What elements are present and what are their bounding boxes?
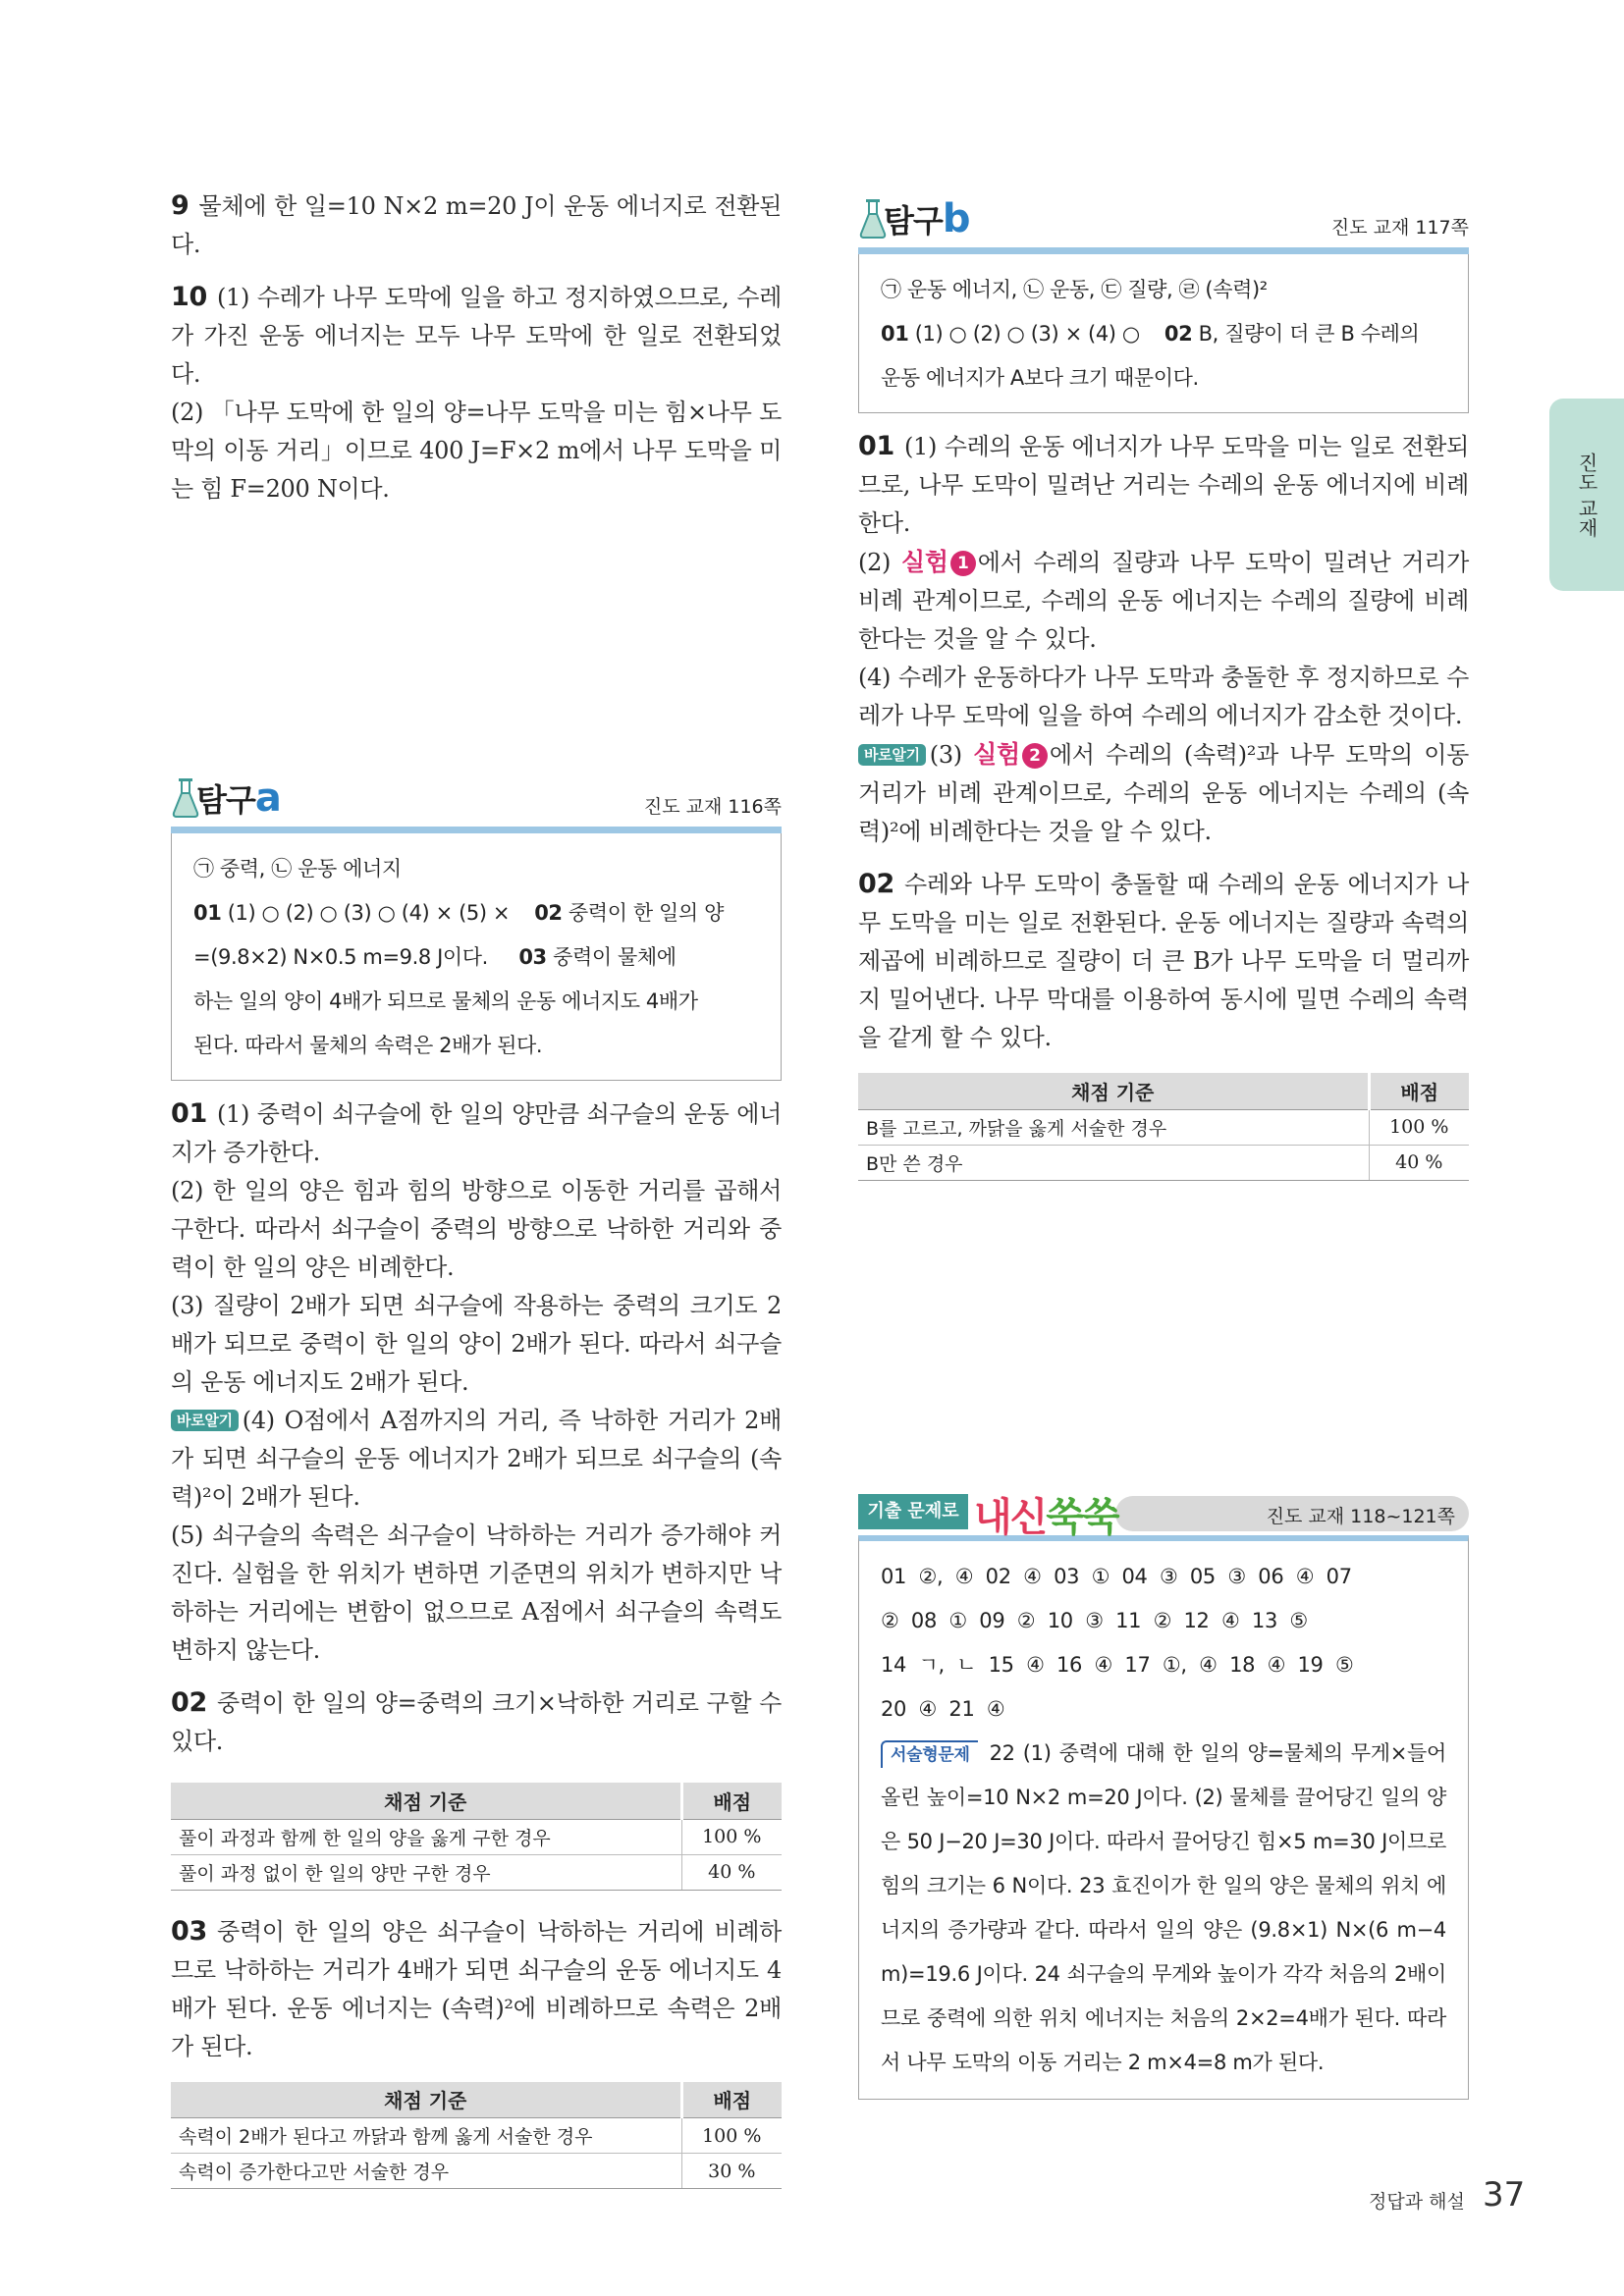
essay-tag: 서술형문제 [881,1740,978,1768]
barogi-badge: 바로알기 [858,744,926,766]
experiment-1-marker: 1 [950,551,976,576]
naesin-header [858,1484,1469,1540]
experiment-2-marker: 2 [1022,743,1048,769]
page-number: 37 [1483,2175,1526,2215]
answer-9: 9 물체에 한 일=10 N×2 m=20 J이 운동 에너지로 전환된다. [171,190,782,258]
explore-b-box: ㉠ 운동 에너지, ㉡ 운동, ㉢ 질량, ㉣ (속력)² 01 (1) ○ (2) ○ (3) × (4) ○ 02 B, 질량이 더 큰 B 수레의 운동 에너지가 A보다 크기 때문이다. [858,254,1469,413]
grading-table-2: 채점 기준 배점 속력이 2배가 된다고 까닭과 함께 옳게 서술한 경우 100 % 속력이 증가한다고만 서술한 경우 30 % [171,2082,782,2190]
table-row: 속력이 2배가 된다고 까닭과 함께 옳게 서술한 경우 100 % [171,2118,782,2154]
grading-table-1: 채점 기준 배점 풀이 과정과 함께 한 일의 양을 옳게 구한 경우 100 % 풀이 과정 없이 한 일의 양만 구한 경우 40 % [171,1783,782,1891]
right-column: 탐구b 진도 교재 117쪽 ㉠ 운동 에너지, ㉡ 운동, ㉢ 질량, ㉣ (속력)² 01 (1) ○ (2) ○ (3) × (4) ○ 02 B, 질량이 더 큰 B 수레의 운동 에너지가 A보다 크기 때문이다. 01 (1) 수레의 운동 에너지가 나무 도막을 미는 일로 전환되므로, 나무 도막이 밀려난 거리는 수레의 운동 에너지에 비례한다. (2) 실험 1 에서 수레의 질량과 나무 도막이 밀려난 거리가 비례 관계이므로, 수레의 운동 에너지는 수레의 질량에 비례한다는 것을 알 수 있다. (4) 수레가 운동하다가 나무 도막과 충돌한 후 정지하므로 수레가 나무 도막에 일을 하여 수레의 에너지가 감소한 것이다. 바로알기 (3) 실험 2 에서 수레의 (속력)²과 나무 도막의 이동 거리가 비례 관계이므로, 수레의 운동 에너지는 수레의 (속력)²에 비례한다는 것을 알 수 있다. 02 수레와 나무 도막이 충돌할 때 수레의 운동 에너지가 나무 도막을 미는 일로 전환된다. 운동 에너지는 질량과 속력의 제곱에 비례하므로 질량이 더 큰 B가 나무 도막을 더 멀리까지 밀어낸다. 나무 막대를 이용하여 동시에 밀면 수레의 속력을 같게 할 수 있다. 채점 기준 배점 B를 고르고, 까닭을 옳게 서술한 경우 100 % B만 쓴 경우 40 % [858,196,1469,1181]
explore-a-box: ㉠ 중력, ㉡ 운동 에너지 01 (1) ○ (2) ○ (3) ○ (4) × (5) × 02 중력이 한 일의 양 =(9.8×2) N×0.5 m=9.8 J이다. 03 중력이 물체에 하는 일의 양이 4배가 되므로 물체의 운동 에너지도 4배가 된다. 따라서 물체의 속력은 2배가 된다. [171,833,782,1081]
naesin-tag: 기출 문제로 [858,1494,968,1529]
answer-01-right: 01 (1) 수레의 운동 에너지가 나무 도막을 미는 일로 전환되므로, 나무 도막이 밀려난 거리는 수레의 운동 에너지에 비례한다. [858,431,1469,537]
explore-a-header [171,775,782,827]
explore-a-title: 탐구a [196,775,281,821]
explore-b-header [858,196,1469,247]
answer-10: 10 (1) 수레가 나무 도막에 일을 하고 정지하였으므로, 수레가 가진 운동 에너지는 모두 나무 도막에 한 일로 전환되었다. [171,282,782,388]
answer-01-left: 01 (1) 중력이 쇠구슬에 한 일의 양만큼 쇠구슬의 운동 에너지가 증가한다. [171,1098,782,1166]
left-column: 9 물체에 한 일=10 N×2 m=20 J이 운동 에너지로 전환된다. 10 (1) 수레가 나무 도막에 일을 하고 정지하였으므로, 수레가 가진 운동 에너지는 모두 나무 도막에 한 일로 전환되었다. (2) 「나무 도막에 한 일의 양=나무 도막을 미는 힘×나무 도막의 이동 거리」이므로 400 J=F×2 m에서 나무 도막을 미는 힘 F=200 N이다. 탐구a 진도 교재 116쪽 ㉠ 중력, ㉡ 운동 에너지 01 (1) ○ (2) ○ (3) ○ (4) × (5) × 02 중력이 한 일의 양 =(9.8×2) N×0.5 m=9.8 J이다. 03 중력이 물체에 하는 일의 양이 4배가 되므로 물체의 운동 에너지도 4배가 된다. 따라서 물체의 속력은 2배가 된다. 01 (1) 중력이 쇠구슬에 한 일의 양만큼 쇠구슬의 운동 에너지가 증가한다. (2) 한 일의 양은 힘과 힘의 방향으로 이동한 거리를 곱해서 구한다. 따라서 쇠구슬이 중력의 방향으로 낙하한 거리와 중력이 한 일의 양은 비례한다. (3) 질량이 2배가 되면 쇠구슬에 작용하는 중력의 크기도 2배가 되므로 중력이 한 일의 양이 2배가 된다. 따라서 쇠구슬의 운동 에너지도 2배가 된다. 바로알기 (4) O점에서 A점까지의 거리, 즉 낙하한 거리가 2배가 되면 쇠구슬의 운동 에너지가 2배가 되므로 쇠구슬의 (속력)²이 2배가 된다. (5) 쇠구슬의 속력은 쇠구슬이 낙하하는 거리가 증가해야 커진다. 실험을 한 위치가 변하면 기준면의 위치가 변하지만 낙하하는 거리에는 변함이 없으므로 A점에서 쇠구슬의 속력도 변하지 않는다. 02 중력이 한 일의 양=중력의 크기×낙하한 거리로 구할 수 있다. 채점 기준 배점 풀이 과정과 함께 한 일의 양을 옳게 구한 경우 100 % 풀이 과정 없이 한 일의 양만 구한 경우 40 % 03 중력이 한 일의 양은 쇠구슬이 낙하하는 거리에 비례하므로 낙하하는 거리가 4배가 되면 쇠구슬의 운동 에너지도 4배가 된다. 운동 에너지는 (속력)²에 비례하므로 속력은 2배가 된다. 채점 기준 배점 속력이 2배가 된다고 까닭과 함께 옳게 서술한 경우 100 % 속력이 증가한다고만 서술한 경우 30 % [171,187,782,2189]
footer-label: 정답과 해설 [1369,2191,1465,2213]
side-tab: 진도 교재 [1549,399,1624,591]
explore-a-bar [171,827,782,833]
answer-10-part2: (2) 「나무 도막에 한 일의 양=나무 도막을 미는 힘×나무 도막의 이동 거리」이므로 400 J=F×2 m에서 나무 도막을 미는 힘 F=200 N이다. [171,399,782,503]
barogi-badge: 바로알기 [171,1410,239,1431]
naesin-title: 내신쑥쑥 [974,1495,1118,1540]
explore-b-title: 탐구b [884,196,970,241]
table-row: 풀이 과정과 함께 한 일의 양을 옳게 구한 경우 100 % [171,1819,782,1854]
grading-table-3: 채점 기준 배점 B를 고르고, 까닭을 옳게 서술한 경우 100 % B만 쓴 경우 40 % [858,1073,1469,1181]
answer-03-left: 03 중력이 한 일의 양은 쇠구슬이 낙하하는 거리에 비례하므로 낙하하는 거리가 4배가 되면 쇠구슬의 운동 에너지도 4배가 된다. 운동 에너지는 (속력)²에 비례하므로 속력은 2배가 된다. [171,1915,782,2060]
naesin-answer-box: 01 ②, ④ 02 ④ 03 ① 04 ③ 05 ③ 06 ④ 07 ② 08 ① 09 ② 10 ③ 11 ② 12 ④ 13 ⑤ 14 ㄱ, ㄴ 15 ④ 16 ④ 17 ①, ④ 18 ④ 19 ⑤ 20 ④ 21 ④ 서술형문제 22 (1) 중력에 대해 한 일의 양=물체의 무게×들어 올린 높이=10 N×2 m=20 J이다. (2) 물체를 끌어당긴 일의 양은 50 J−20 J=30 J이다. 따라서 끌어당긴 힘×5 m=30 J이므로 힘의 크기는 6 N이다. 23 효진이가 한 일의 양은 물체의 위치 에너지의 증가량과 같다. 따라서 일의 양은 (9.8×1) N×(6 m−4 m)=19.6 J이다. 24 쇠구슬의 무게와 높이가 각각 처음의 2배이므로 중력에 의한 위치 에너지는 처음의 2×2=4배가 된다. 따라서 나무 도막의 이동 거리는 2 m×4=8 m가 된다. [858,1535,1469,2100]
naesin-section [858,1484,1469,2100]
explore-a-ref: 진도 교재 116쪽 [643,796,782,818]
explore-b-bar [858,247,1469,254]
table-row: 풀이 과정 없이 한 일의 양만 구한 경우 40 % [171,1854,782,1890]
naesin-ref-pill: 진도 교재 118~121쪽 [1115,1496,1469,1531]
table-row: B만 쓴 경우 40 % [858,1145,1469,1180]
answer-02-left: 02 중력이 한 일의 양=중력의 크기×낙하한 거리로 구할 수 있다. [171,1687,782,1755]
table-row: B를 고르고, 까닭을 옳게 서술한 경우 100 % [858,1109,1469,1145]
answer-02-right: 02 수레와 나무 도막이 충돌할 때 수레의 운동 에너지가 나무 도막을 미는 일로 전환된다. 운동 에너지는 질량과 속력의 제곱에 비례하므로 질량이 더 큰 B가 나무 도막을 더 멀리까지 밀어낸다. 나무 막대를 이용하여 동시에 밀면 수레의 속력을 같게 할 수 있다. [858,869,1469,1051]
explore-b-ref: 진도 교재 117쪽 [1330,217,1469,239]
table-row: 속력이 증가한다고만 서술한 경우 30 % [171,2154,782,2189]
